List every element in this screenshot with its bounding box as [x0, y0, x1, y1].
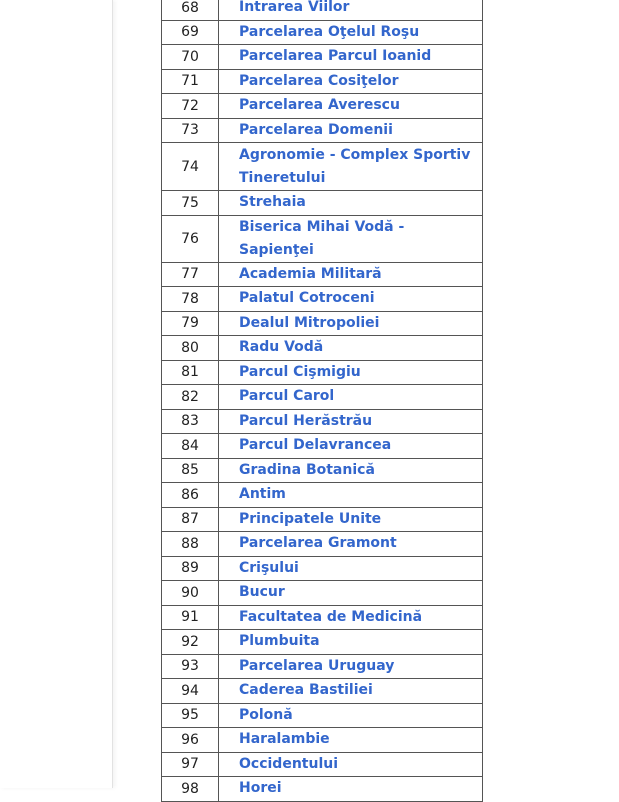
zone-link[interactable]: Parcelarea Parcul Ioanid: [239, 48, 432, 65]
row-name-cell: [219, 191, 483, 216]
table-body: [162, 0, 483, 801]
row-number: 92: [162, 630, 219, 655]
zones-table: [161, 0, 483, 802]
table-row: [162, 630, 483, 655]
zone-link[interactable]: Haralambie: [239, 731, 330, 748]
table-row: [162, 507, 483, 532]
row-name-cell: [219, 69, 483, 94]
row-number: 76: [162, 215, 219, 262]
row-number: 91: [162, 605, 219, 630]
row-number: 98: [162, 777, 219, 802]
row-number: 80: [162, 336, 219, 361]
zone-link[interactable]: Radu Vodă: [239, 339, 324, 356]
row-number: 97: [162, 752, 219, 777]
row-name-cell: [219, 630, 483, 655]
zone-link[interactable]: Biserica Mihai Vodă - Sapienţei: [239, 218, 405, 258]
row-number: 79: [162, 311, 219, 336]
row-name-cell: [219, 409, 483, 434]
row-number: 82: [162, 385, 219, 410]
zone-link[interactable]: Principatele Unite: [239, 510, 382, 527]
zone-link[interactable]: Parcelarea Averescu: [239, 97, 400, 114]
zone-link[interactable]: Horei: [239, 780, 282, 797]
table-row: [162, 752, 483, 777]
row-name-cell: [219, 385, 483, 410]
row-name-cell: [219, 287, 483, 312]
zone-link[interactable]: Antim: [239, 486, 286, 503]
row-number: 96: [162, 728, 219, 753]
table-row: [162, 679, 483, 704]
row-name-cell: [219, 703, 483, 728]
zone-link[interactable]: Parcelarea Oţelul Roşu: [239, 23, 420, 40]
row-number: 71: [162, 69, 219, 94]
row-name-cell: [219, 532, 483, 557]
row-number: 93: [162, 654, 219, 679]
row-name-cell: [219, 262, 483, 287]
row-number: 68: [162, 0, 219, 20]
zone-link[interactable]: Caderea Bastiliei: [239, 682, 373, 699]
row-name-cell: [219, 507, 483, 532]
zone-link[interactable]: Occidentului: [239, 755, 339, 772]
zone-link[interactable]: Parcelarea Gramont: [239, 535, 397, 552]
row-name-cell: [219, 20, 483, 45]
row-number: 72: [162, 94, 219, 119]
row-number: 89: [162, 556, 219, 581]
zone-link[interactable]: Academia Militară: [239, 265, 382, 282]
row-name-cell: [219, 556, 483, 581]
row-number: 94: [162, 679, 219, 704]
table-row: [162, 191, 483, 216]
row-number: 83: [162, 409, 219, 434]
table-row: [162, 0, 483, 20]
row-number: 75: [162, 191, 219, 216]
row-number: 78: [162, 287, 219, 312]
zone-link[interactable]: Agronomie - Complex Sportiv Tineretului: [239, 146, 471, 186]
table-row: [162, 434, 483, 459]
table-row: [162, 262, 483, 287]
row-name-cell: [219, 605, 483, 630]
zone-link[interactable]: Bucur: [239, 584, 285, 601]
zone-link[interactable]: Intrarea Viilor: [239, 0, 350, 16]
zone-link[interactable]: Parcul Cişmigiu: [239, 363, 361, 380]
table-row: [162, 703, 483, 728]
table-row: [162, 360, 483, 385]
table-row: [162, 69, 483, 94]
row-number: 95: [162, 703, 219, 728]
table-row: [162, 215, 483, 262]
table-row: [162, 45, 483, 70]
row-name-cell: [219, 45, 483, 70]
row-name-cell: [219, 581, 483, 606]
table-row: [162, 311, 483, 336]
row-number: 86: [162, 483, 219, 508]
row-number: 85: [162, 458, 219, 483]
row-number: 74: [162, 143, 219, 191]
row-name-cell: [219, 728, 483, 753]
row-number: 77: [162, 262, 219, 287]
zone-link[interactable]: Parcelarea Uruguay: [239, 657, 395, 674]
row-name-cell: [219, 0, 483, 20]
row-number: 70: [162, 45, 219, 70]
table-row: [162, 409, 483, 434]
row-number: 81: [162, 360, 219, 385]
row-number: 84: [162, 434, 219, 459]
zone-link[interactable]: Parcelarea Cosiţelor: [239, 72, 399, 89]
table-row: [162, 94, 483, 119]
table-row: [162, 581, 483, 606]
zone-link[interactable]: Parcul Carol: [239, 388, 335, 405]
table-row: [162, 458, 483, 483]
zone-link[interactable]: Parcul Herăstrău: [239, 412, 373, 429]
row-name-cell: [219, 94, 483, 119]
row-number: 69: [162, 20, 219, 45]
row-name-cell: [219, 483, 483, 508]
table-row: [162, 728, 483, 753]
zone-link[interactable]: Facultatea de Medicină: [239, 608, 423, 625]
row-number: 87: [162, 507, 219, 532]
row-name-cell: [219, 434, 483, 459]
zone-link[interactable]: Crişului: [239, 559, 299, 576]
zone-link[interactable]: Strehaia: [239, 194, 306, 211]
row-name-cell: [219, 360, 483, 385]
row-name-cell: [219, 311, 483, 336]
zone-link[interactable]: Dealul Mitropoliei: [239, 314, 380, 331]
zone-link[interactable]: Polonă: [239, 706, 293, 723]
zone-link[interactable]: Plumbuita: [239, 633, 320, 650]
row-name-cell: [219, 458, 483, 483]
table-row: [162, 556, 483, 581]
table-row: [162, 287, 483, 312]
table-row: [162, 483, 483, 508]
row-name-cell: [219, 215, 483, 262]
zone-link[interactable]: Parcul Delavrancea: [239, 437, 392, 454]
row-name-cell: [219, 777, 483, 802]
table-row: [162, 385, 483, 410]
row-number: 73: [162, 118, 219, 143]
table-row: [162, 336, 483, 361]
table-row: [162, 605, 483, 630]
table-row: [162, 777, 483, 802]
row-name-cell: [219, 118, 483, 143]
row-name-cell: [219, 679, 483, 704]
row-name-cell: [219, 752, 483, 777]
table-row: [162, 143, 483, 191]
zone-link[interactable]: Palatul Cotroceni: [239, 290, 375, 307]
left-panel: [0, 0, 113, 788]
zone-link[interactable]: Parcelarea Domenii: [239, 121, 393, 138]
row-name-cell: [219, 143, 483, 191]
row-number: 88: [162, 532, 219, 557]
row-name-cell: [219, 336, 483, 361]
table-row: [162, 654, 483, 679]
row-name-cell: [219, 654, 483, 679]
table-row: [162, 20, 483, 45]
zone-link[interactable]: Gradina Botanică: [239, 461, 375, 478]
table-row: [162, 532, 483, 557]
table-row: [162, 118, 483, 143]
row-number: 90: [162, 581, 219, 606]
